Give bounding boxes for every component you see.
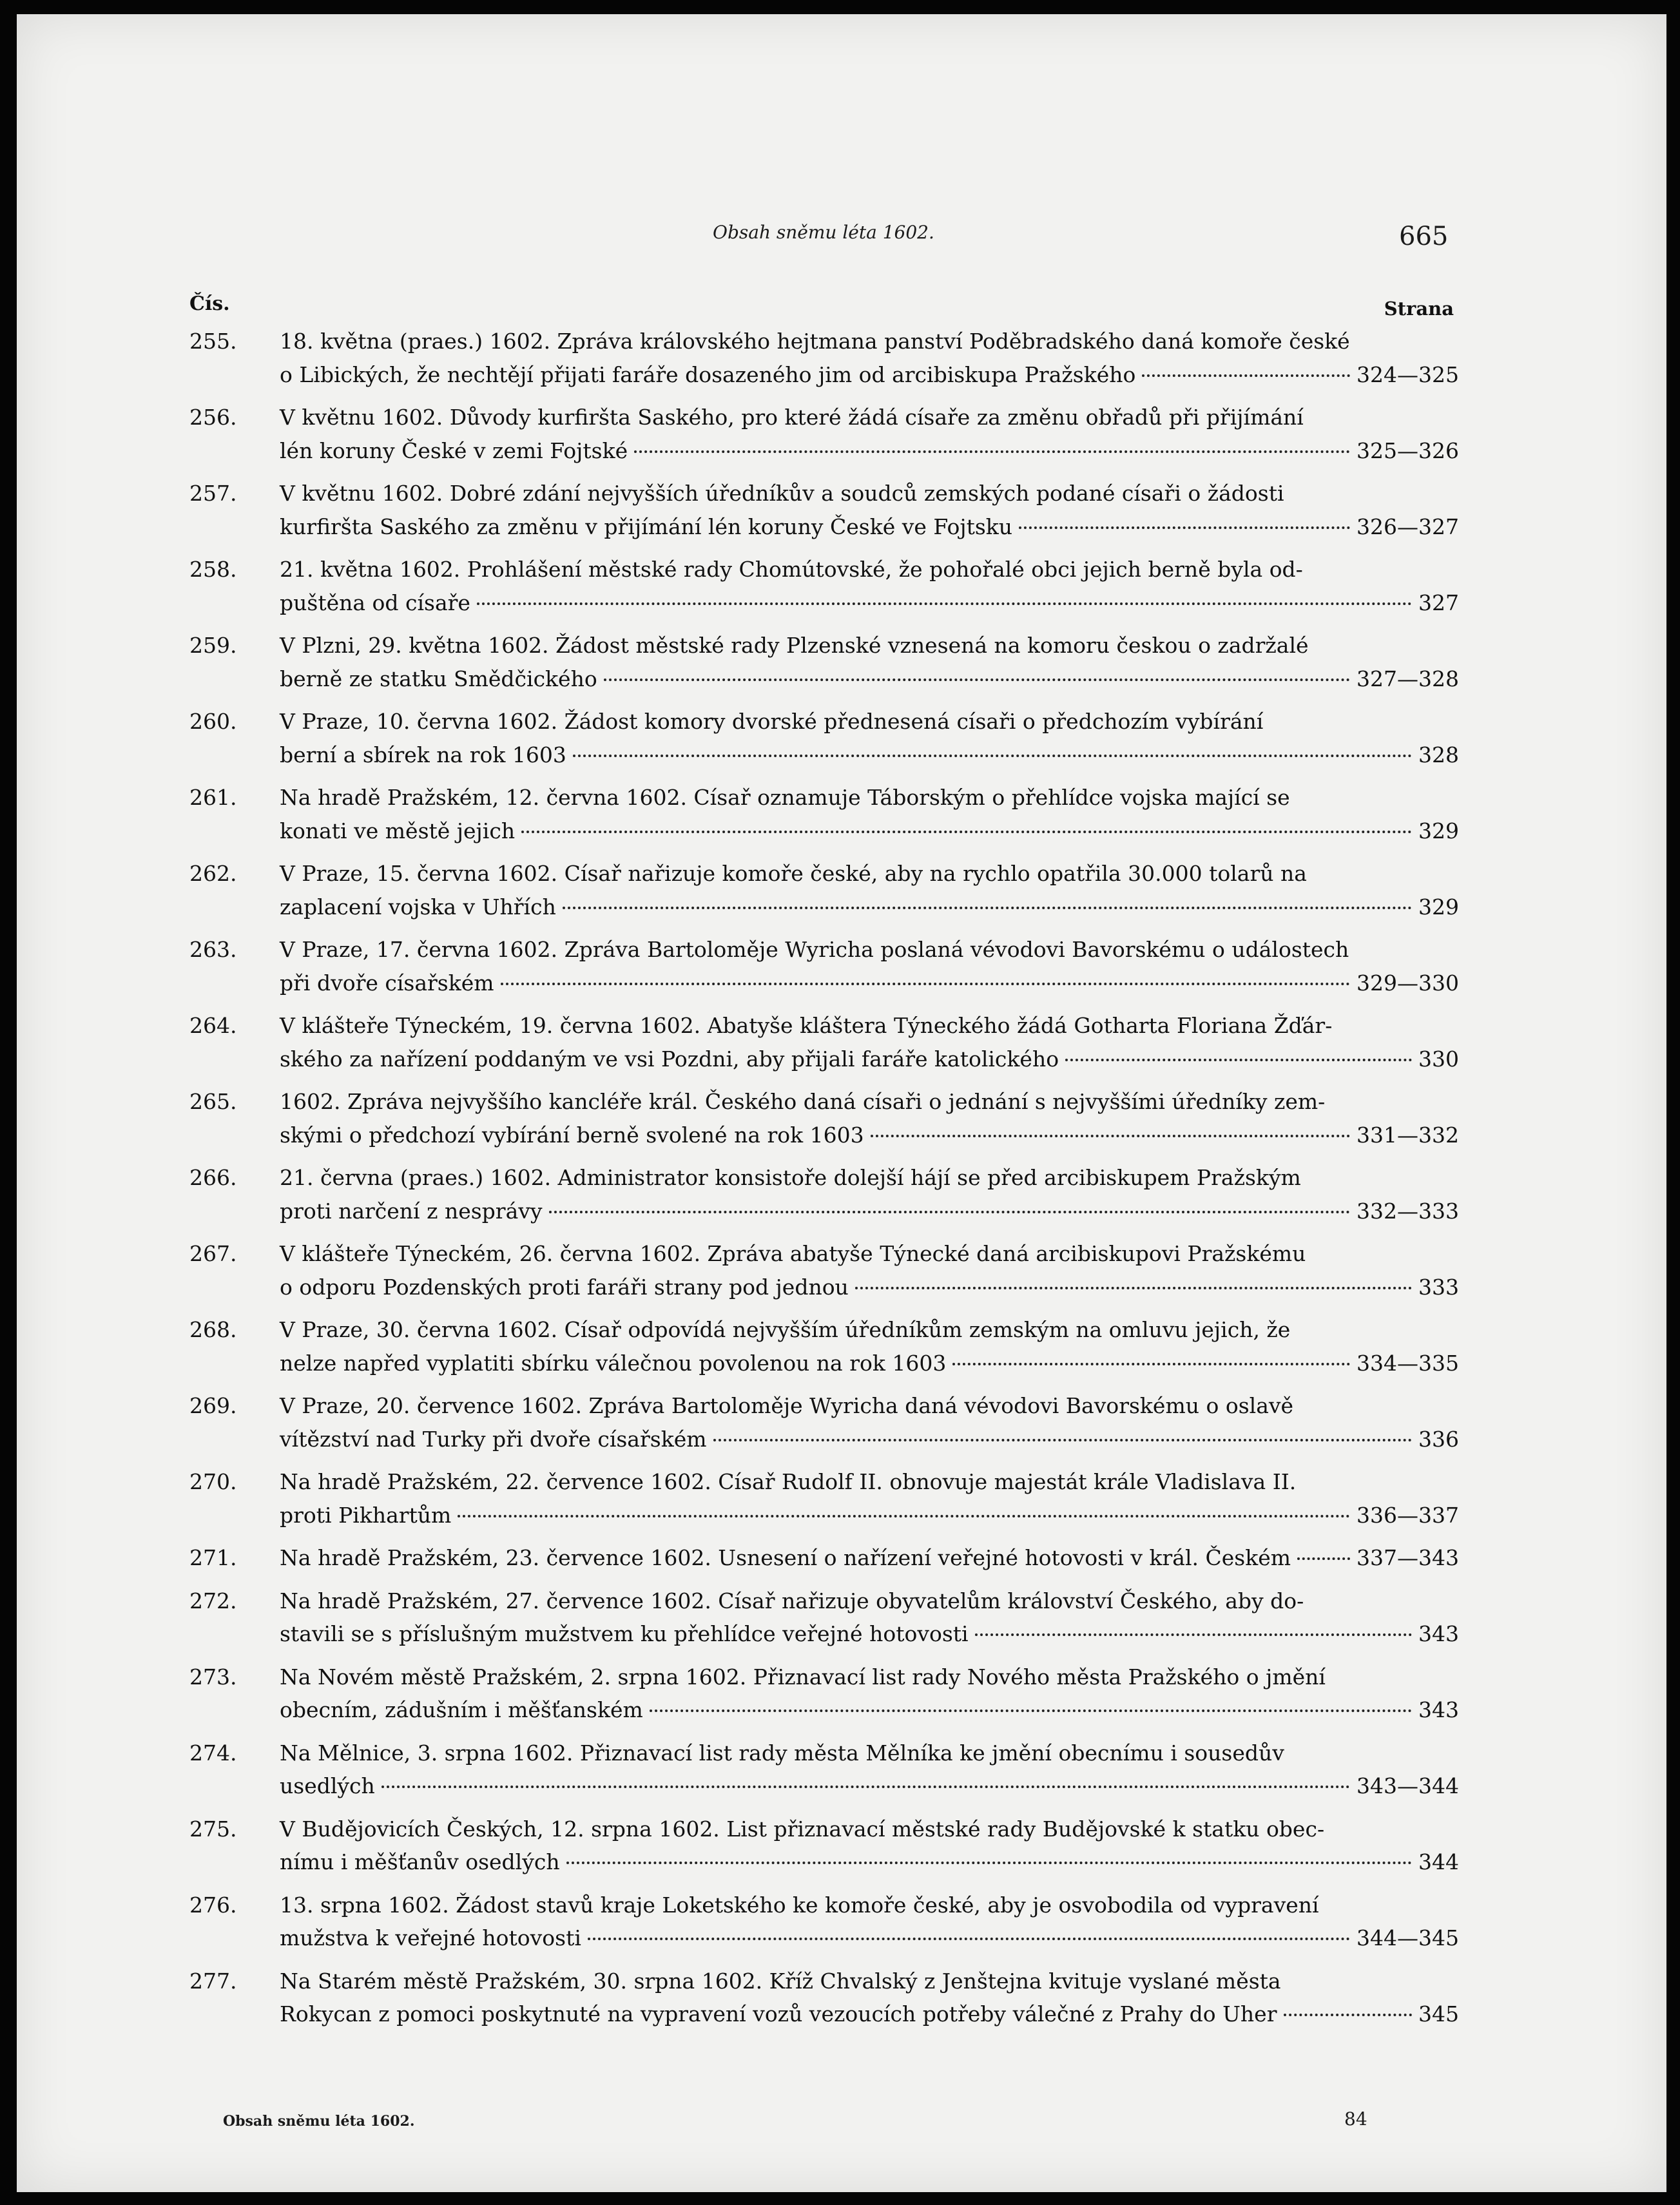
entry-pages: 344—345 xyxy=(1357,1925,1459,1950)
entry-pages: 331—332 xyxy=(1357,1122,1459,1148)
entry-pages: 344 xyxy=(1418,1849,1459,1874)
dot-leader xyxy=(477,602,1412,605)
entry-number: 267. xyxy=(189,1241,237,1266)
entry-last-line-text: Rokycan z pomoci poskytnuté na vypravení vozů vezoucích potřeby válečné z Prahy do Uher xyxy=(280,2001,1277,2027)
entry-line: V Praze, 15. června 1602. Císař nařizuje komoře české, aby na rychlo opatřila 30.000 tolarů na xyxy=(280,861,1307,886)
entry-last-line-text: Na hradě Pražském, 23. července 1602. Usnesení o nařízení veřejné hotovosti v král. Českém xyxy=(280,1545,1291,1570)
dot-leader xyxy=(855,1287,1412,1289)
entry-text xyxy=(280,401,1459,467)
entry-last-line-text: zaplacení vojska v Uhřích xyxy=(280,894,556,920)
footer-sheet-number: 84 xyxy=(1344,2108,1367,2130)
entry-text xyxy=(280,1737,1459,1803)
entry-line: 13. srpna 1602. Žádost stavů kraje Loketského ke komoře české, aby je osvobodila od vypravení xyxy=(280,1892,1319,1918)
entry-pages: 343 xyxy=(1418,1621,1459,1646)
entry-last-line-text: nelze napřed vyplatiti sbírku válečnou povolenou na rok 1603 xyxy=(280,1350,947,1376)
dot-leader xyxy=(1019,526,1350,529)
entry-text xyxy=(280,1889,1459,1955)
entry-last-line xyxy=(280,967,1459,1000)
toc-entry xyxy=(189,1313,1459,1380)
entry-line: V klášteře Týneckém, 19. června 1602. Abatyše kláštera Týneckého žádá Gotharta Floriana Žďár- xyxy=(280,1013,1333,1038)
entry-line: Na Mělnice, 3. srpna 1602. Přiznavací list rady města Mělníka ke jmění obecnímu i sousedův xyxy=(280,1740,1284,1766)
toc-entry xyxy=(189,1237,1459,1304)
entry-pages: 328 xyxy=(1418,742,1459,767)
entry-number: 271. xyxy=(189,1545,237,1570)
entry-line: 21. června (praes.) 1602. Administrator konsistoře dolejší hájí se před arcibiskupem Pražským xyxy=(280,1165,1301,1190)
entry-last-line xyxy=(280,358,1459,392)
entry-last-line-text: usedlých xyxy=(280,1773,375,1798)
toc-entry xyxy=(189,705,1459,771)
toc-entry xyxy=(189,1465,1459,1532)
entry-text xyxy=(280,1584,1459,1651)
dot-leader xyxy=(566,1862,1412,1864)
entry-last-line-text: obecním, zádušním i měšťanském xyxy=(280,1697,643,1722)
entry-text xyxy=(280,325,1459,391)
toc-entry xyxy=(189,781,1459,847)
entry-last-line-text: ského za nařízení poddaným ve vsi Pozdni, aby přijali faráře katolického xyxy=(280,1046,1059,1072)
toc-entry xyxy=(189,1584,1459,1651)
entry-last-line xyxy=(280,510,1459,544)
toc-entry xyxy=(189,1389,1459,1456)
entry-text xyxy=(280,1237,1459,1304)
entry-text xyxy=(280,1661,1459,1727)
entry-line: V Praze, 20. července 1602. Zpráva Bartoloměje Wyricha daná vévodovi Bavorskému o oslavě xyxy=(280,1393,1294,1418)
entry-line: 18. května (praes.) 1602. Zpráva královského hejtmana panství Poděbradského daná komoře české xyxy=(280,329,1350,354)
entry-last-line xyxy=(280,891,1459,924)
entry-text xyxy=(280,1813,1459,1879)
entry-pages: 333 xyxy=(1418,1274,1459,1300)
entry-number: 268. xyxy=(189,1317,237,1342)
entry-last-line-text: puštěna od císaře xyxy=(280,590,470,615)
entry-number: 263. xyxy=(189,937,237,962)
entry-text xyxy=(280,477,1459,543)
entry-number: 269. xyxy=(189,1393,237,1418)
dot-leader xyxy=(563,907,1412,909)
dot-leader xyxy=(650,1709,1412,1712)
entry-line: V Budějovicích Českých, 12. srpna 1602. List přiznavací městské rady Budějovské k statku obec- xyxy=(280,1816,1325,1842)
toc-entry xyxy=(189,1161,1459,1228)
entry-pages: 336—337 xyxy=(1357,1502,1459,1528)
entry-line: V Plzni, 29. května 1602. Žádost městské rady Plzenské vznesená na komoru českou o zadržalé xyxy=(280,633,1309,658)
toc-entry xyxy=(189,401,1459,467)
entry-last-line xyxy=(280,662,1459,696)
entry-last-line xyxy=(280,1845,1459,1879)
entry-last-line-text: kurfiršta Saského za změnu v přijímání lén koruny České ve Fojtsku xyxy=(280,514,1013,539)
entry-last-line-text: nímu i měšťanův osedlých xyxy=(280,1849,560,1874)
dot-leader xyxy=(549,1211,1350,1213)
entry-text xyxy=(280,933,1459,999)
entry-text xyxy=(280,1965,1459,2031)
entry-last-line xyxy=(280,1617,1459,1651)
entry-line: V Praze, 30. června 1602. Císař odpovídá nejvyšším úředníkům zemským na omluvu jejich, že xyxy=(280,1317,1291,1342)
entry-text xyxy=(280,1465,1459,1532)
entry-number: 258. xyxy=(189,557,237,582)
entry-last-line xyxy=(280,1195,1459,1228)
entry-last-line xyxy=(280,434,1459,468)
entry-last-line-text: berní a sbírek na rok 1603 xyxy=(280,742,566,767)
entry-text xyxy=(280,1009,1459,1075)
entry-line: V Praze, 17. června 1602. Zpráva Bartoloměje Wyricha poslaná vévodovi Bavorskému o událostech xyxy=(280,937,1349,962)
entry-line: V květnu 1602. Důvody kurfiršta Saského, pro které žádá císaře za změnu obřadů při přijímání xyxy=(280,405,1304,430)
entry-text xyxy=(280,1313,1459,1380)
entry-pages: 337—343 xyxy=(1357,1545,1459,1570)
entry-pages: 345 xyxy=(1418,2001,1459,2027)
entry-text xyxy=(280,553,1459,619)
toc-entry xyxy=(189,933,1459,999)
entry-last-line xyxy=(280,1541,1459,1575)
entry-number: 259. xyxy=(189,633,237,658)
document-page xyxy=(17,14,1666,2192)
entry-last-line-text: konati ve městě jejich xyxy=(280,818,516,843)
toc-entry xyxy=(189,1009,1459,1075)
dot-leader xyxy=(871,1135,1350,1137)
page-number: 665 xyxy=(1399,222,1449,251)
dot-leader xyxy=(588,1938,1350,1940)
entry-pages: 336 xyxy=(1418,1426,1459,1452)
entry-line: 21. května 1602. Prohlášení městské rady Chomútovské, že pohořalé obci jejich berně byla od- xyxy=(280,557,1303,582)
entry-last-line xyxy=(280,1271,1459,1304)
dot-leader xyxy=(501,983,1350,985)
entry-last-line xyxy=(280,1119,1459,1152)
entry-number: 266. xyxy=(189,1165,237,1190)
entry-last-line-text: proti Pikhartům xyxy=(280,1502,452,1528)
toc-entry xyxy=(189,1813,1459,1879)
dot-leader xyxy=(458,1515,1350,1517)
entry-line: Na Starém městě Pražském, 30. srpna 1602. Kříž Chvalský z Jenštejna kvituje vyslané města xyxy=(280,1968,1281,1994)
dot-leader xyxy=(1065,1059,1412,1061)
entry-last-line-text: skými o předchozí vybírání berně svolené na rok 1603 xyxy=(280,1122,864,1148)
entry-last-line xyxy=(280,814,1459,848)
toc-entry xyxy=(189,553,1459,619)
entry-text xyxy=(280,781,1459,847)
toc-entry xyxy=(189,1889,1459,1955)
entry-line: V klášteře Týneckém, 26. června 1602. Zpráva abatyše Týnecké daná arcibiskupovi Pražskému xyxy=(280,1241,1306,1266)
entry-last-line-text: berně ze statku Smědčického xyxy=(280,666,597,691)
dot-leader xyxy=(975,1633,1412,1636)
entry-last-line-text: vítězství nad Turky při dvoře císařském xyxy=(280,1426,707,1452)
entry-last-line-text: při dvoře císařském xyxy=(280,970,494,996)
entry-last-line-text: proti narčení z nesprávy xyxy=(280,1198,543,1224)
toc-entry xyxy=(189,629,1459,695)
dot-leader xyxy=(521,831,1412,833)
entry-line: Na hradě Pražském, 27. července 1602. Císař nařizuje obyvatelům království Českého, aby do- xyxy=(280,1588,1304,1613)
entry-last-line xyxy=(280,1043,1459,1076)
entry-number: 272. xyxy=(189,1588,237,1613)
entry-text xyxy=(280,1541,1459,1575)
entry-number: 270. xyxy=(189,1469,237,1494)
entry-line: V Praze, 10. června 1602. Žádost komory dvorské přednesená císaři o předchozím vybírání xyxy=(280,709,1264,734)
entry-pages: 327—328 xyxy=(1357,666,1459,691)
entry-pages: 330 xyxy=(1418,1046,1459,1072)
toc-entry xyxy=(189,1541,1459,1575)
running-header-title: Obsah sněmu léta 1602. xyxy=(713,222,934,243)
entry-text xyxy=(280,1085,1459,1151)
number-column-label: Čís. xyxy=(189,293,230,315)
page-column-label: Strana xyxy=(1384,298,1454,320)
dot-leader xyxy=(1297,1557,1350,1560)
entry-pages: 325—326 xyxy=(1357,438,1459,463)
toc-entry xyxy=(189,1965,1459,2031)
entry-text xyxy=(280,705,1459,771)
entry-number: 274. xyxy=(189,1740,237,1766)
toc-entry xyxy=(189,857,1459,923)
dot-leader xyxy=(604,679,1350,681)
toc-entry xyxy=(189,1661,1459,1727)
entry-last-line xyxy=(280,1423,1459,1456)
footer-signature: Obsah sněmu léta 1602. xyxy=(223,2113,415,2130)
dot-leader xyxy=(634,450,1350,453)
entry-number: 255. xyxy=(189,329,237,354)
entry-number: 262. xyxy=(189,861,237,886)
entry-text xyxy=(280,1161,1459,1228)
dot-leader xyxy=(1284,2014,1413,2016)
entry-number: 260. xyxy=(189,709,237,734)
entry-last-line xyxy=(280,586,1459,620)
entry-number: 265. xyxy=(189,1089,237,1114)
entry-last-line-text: stavili se s příslušným mužstvem ku přehlídce veřejné hotovosti xyxy=(280,1621,969,1646)
entry-text xyxy=(280,857,1459,923)
entry-last-line xyxy=(280,1921,1459,1955)
entry-number: 277. xyxy=(189,1968,237,1994)
entry-number: 264. xyxy=(189,1013,237,1038)
entry-pages: 343—344 xyxy=(1357,1773,1459,1798)
entry-pages: 326—327 xyxy=(1357,514,1459,539)
entry-text xyxy=(280,629,1459,695)
entry-pages: 343 xyxy=(1418,1697,1459,1722)
dot-leader xyxy=(573,755,1412,757)
dot-leader xyxy=(381,1786,1350,1788)
entry-pages: 327 xyxy=(1418,590,1459,615)
entry-pages: 329—330 xyxy=(1357,970,1459,996)
dot-leader xyxy=(1142,374,1350,377)
toc-entry xyxy=(189,1085,1459,1151)
entry-line: 1602. Zpráva nejvyššího kancléře král. Českého daná císaři o jednání s nejvyššími úředníky zem- xyxy=(280,1089,1326,1114)
entry-last-line xyxy=(280,738,1459,772)
entry-pages: 324—325 xyxy=(1357,361,1459,387)
entry-last-line-text: o odporu Pozdenských proti faráři strany pod jednou xyxy=(280,1274,849,1300)
entry-number: 276. xyxy=(189,1892,237,1918)
entry-last-line xyxy=(280,1347,1459,1380)
entry-pages: 334—335 xyxy=(1357,1350,1459,1376)
dot-leader xyxy=(713,1439,1412,1441)
entry-number: 273. xyxy=(189,1664,237,1690)
entry-last-line xyxy=(280,1998,1459,2031)
entry-number: 256. xyxy=(189,405,237,430)
entry-number: 257. xyxy=(189,481,237,506)
dot-leader xyxy=(952,1363,1350,1365)
entry-number: 275. xyxy=(189,1816,237,1842)
entry-last-line-text: mužstva k veřejné hotovosti xyxy=(280,1925,581,1950)
toc-entry xyxy=(189,1737,1459,1803)
entry-last-line xyxy=(280,1693,1459,1727)
entry-pages: 332—333 xyxy=(1357,1198,1459,1224)
entry-number: 261. xyxy=(189,785,237,810)
entry-last-line-text: o Libických, že nechtějí přijati faráře dosazeného jim od arcibiskupa Pražského xyxy=(280,361,1136,387)
entry-line: V květnu 1602. Dobré zdání nejvyšších úředníkův a soudců zemských podané císaři o žádosti xyxy=(280,481,1284,506)
entry-last-line-text: lén koruny České v zemi Fojtské xyxy=(280,438,628,463)
toc-entry xyxy=(189,325,1459,391)
entry-line: Na Novém městě Pražském, 2. srpna 1602. Přiznavací list rady Nového města Pražského o jmění xyxy=(280,1664,1326,1690)
entry-line: Na hradě Pražském, 22. července 1602. Císař Rudolf II. obnovuje majestát krále Vladislava II. xyxy=(280,1469,1297,1494)
entry-text xyxy=(280,1389,1459,1456)
toc-entry xyxy=(189,477,1459,543)
entry-pages: 329 xyxy=(1418,818,1459,843)
entry-pages: 329 xyxy=(1418,894,1459,920)
entry-last-line xyxy=(280,1499,1459,1532)
entry-last-line xyxy=(280,1769,1459,1803)
table-of-contents xyxy=(189,325,1459,2041)
entry-line: Na hradě Pražském, 12. června 1602. Císař oznamuje Táborským o přehlídce vojska mající se xyxy=(280,785,1290,810)
